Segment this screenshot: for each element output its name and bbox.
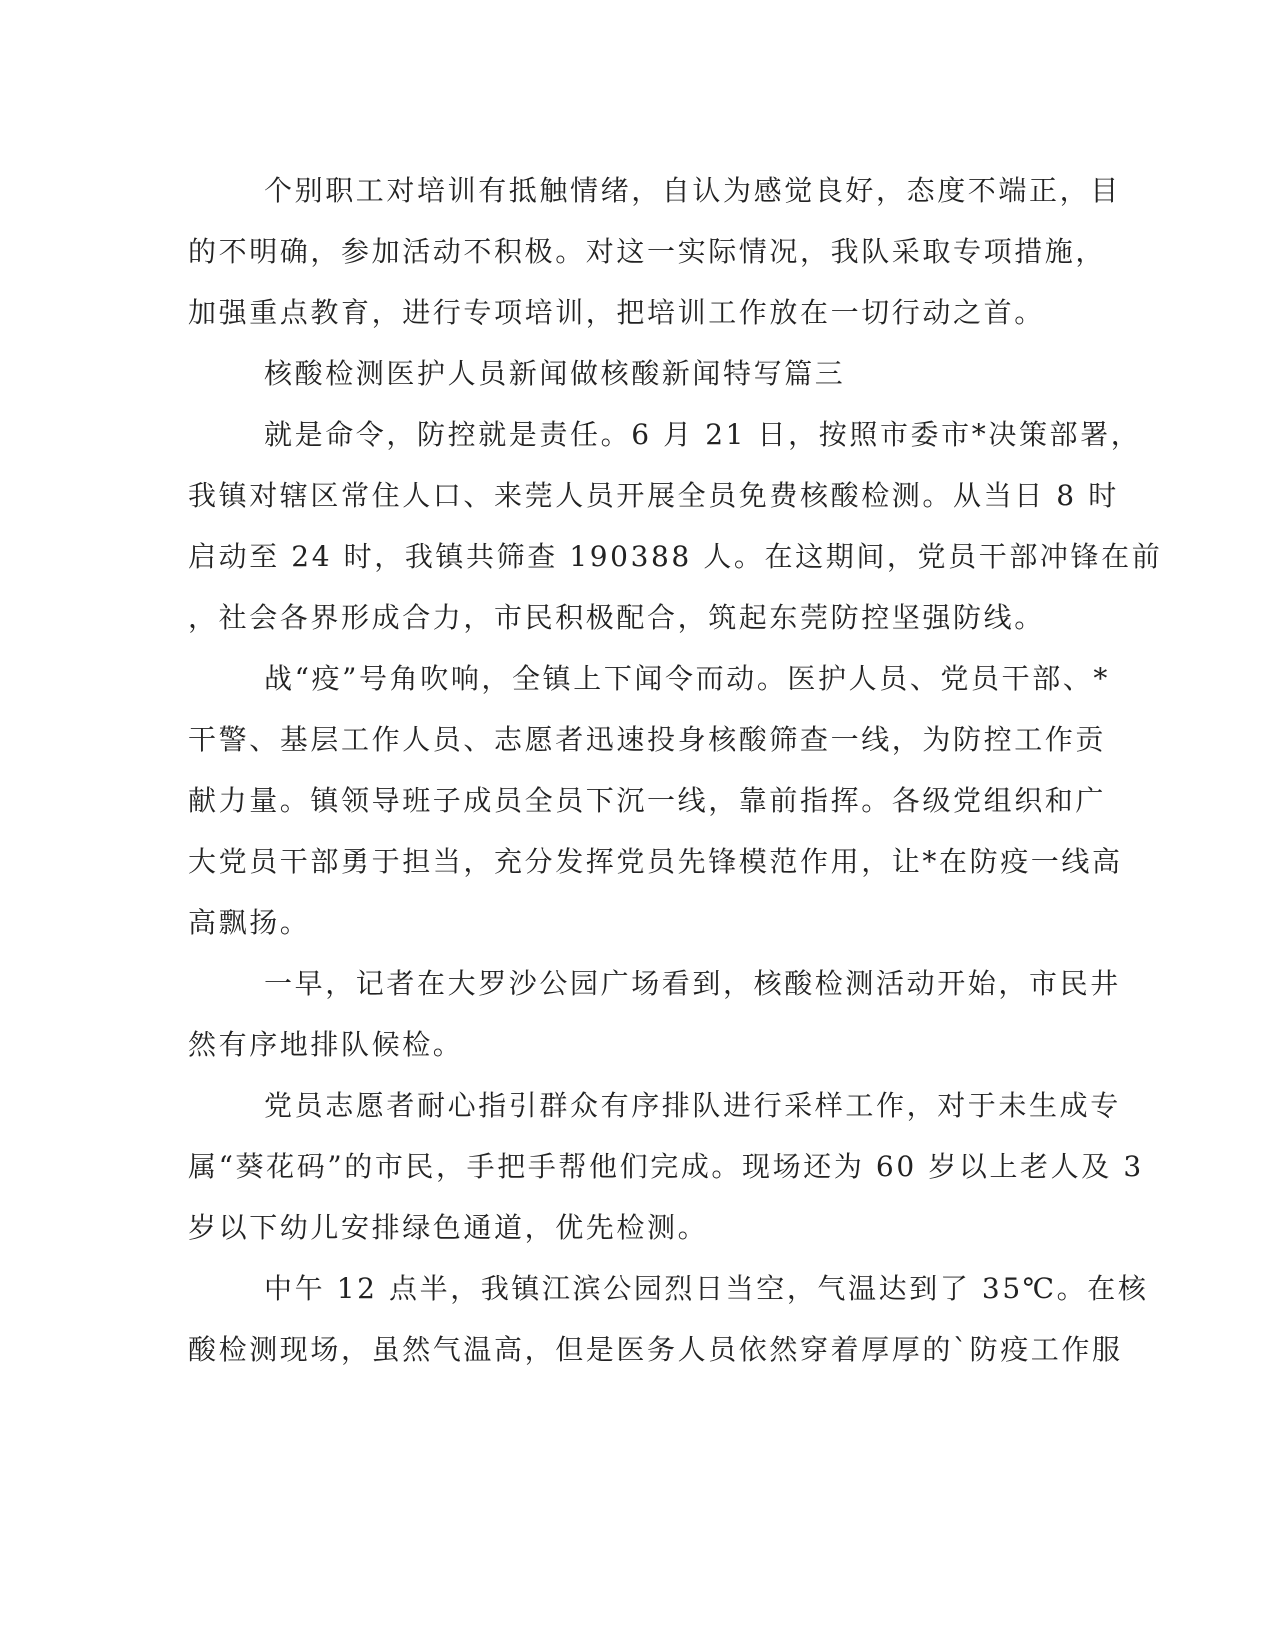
section-heading-text: 核酸检测医护人员新闻做核酸新闻特写篇三 xyxy=(264,357,846,390)
text-line: 就是命令，防控就是责任。6 月 21 日，按照市委市*决策部署， xyxy=(264,418,1142,451)
text-line: 干警、基层工作人员、志愿者迅速投身核酸筛查一线，为防控工作贡 xyxy=(188,723,1107,756)
section-heading xyxy=(188,343,1068,404)
paragraph-training-attitude xyxy=(188,160,1121,343)
paragraph-mobilization xyxy=(188,648,1123,953)
paragraph-park-scene xyxy=(188,953,1121,1075)
text-line: 我镇对辖区常住人口、来莞人员开展全员免费核酸检测。从当日 8 时 xyxy=(188,479,1119,512)
text-line: 一早，记者在大罗沙公园广场看到，核酸检测活动开始，市民井 xyxy=(264,967,1121,1000)
text-line: 属“葵花码”的市民，手把手帮他们完成。现场还为 60 岁以上老人及 3 xyxy=(188,1150,1144,1183)
text-line: 岁以下幼儿安排绿色通道，优先检测。 xyxy=(188,1211,709,1244)
paragraph-noon-heat xyxy=(188,1258,1149,1380)
text-line: 启动至 24 时，我镇共筛查 190388 人。在这期间，党员干部冲锋在前 xyxy=(188,540,1163,573)
document-body xyxy=(188,160,1163,1380)
paragraph-volunteers xyxy=(188,1075,1144,1258)
text-line: 中午 12 点半，我镇江滨公园烈日当空，气温达到了 35℃。在核 xyxy=(264,1272,1149,1305)
text-line: 加强重点教育，进行专项培训，把培训工作放在一切行动之首。 xyxy=(188,296,1045,329)
text-line: 高飘扬。 xyxy=(188,906,311,939)
text-line: 个别职工对培训有抵触情绪，自认为感觉良好，态度不端正，目 xyxy=(264,174,1121,207)
text-line: 酸检测现场，虽然气温高，但是医务人员依然穿着厚厚的`防疫工作服 xyxy=(188,1333,1123,1366)
text-line: 然有序地排队候检。 xyxy=(188,1028,464,1061)
text-line: 战“疫”号角吹响，全镇上下闻令而动。医护人员、党员干部、* xyxy=(264,662,1111,695)
text-line: 献力量。镇领导班子成员全员下沉一线，靠前指挥。各级党组织和广 xyxy=(188,784,1107,817)
text-line: 的不明确，参加活动不积极。对这一实际情况，我队采取专项措施， xyxy=(188,235,1107,268)
text-line: 党员志愿者耐心指引群众有序排队进行采样工作，对于未生成专 xyxy=(264,1089,1121,1122)
text-line: ，社会各界形成合力，市民积极配合，筑起东莞防控坚强防线。 xyxy=(188,601,1045,634)
text-line: 大党员干部勇于担当，充分发挥党员先锋模范作用，让*在防疫一线高 xyxy=(188,845,1123,878)
paragraph-order-deployment xyxy=(188,404,1163,648)
